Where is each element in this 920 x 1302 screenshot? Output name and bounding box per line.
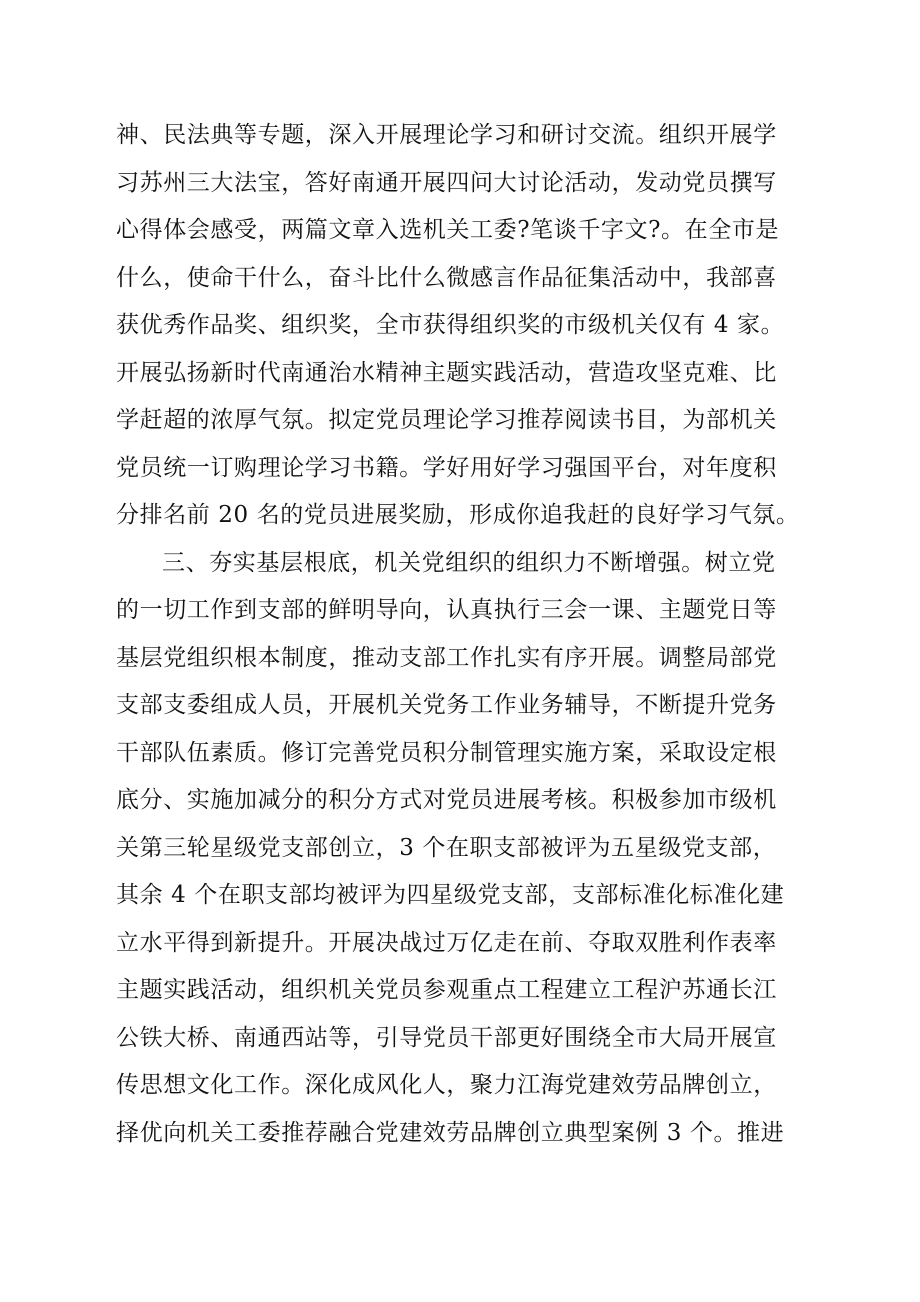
- text-line: 的一切工作到支部的鲜明导向，认真执行三会一课、主题党日等: [116, 597, 777, 623]
- text-line: 神、民法典等专题，深入开展理论学习和研讨交流。组织开展学: [116, 122, 777, 148]
- text-line: 支部支委组成人员，开展机关党务工作业务辅导，不断提升党务: [116, 692, 777, 718]
- text-line: 其余 4 个在职支部均被评为四星级党支部，支部标准化标准化建: [116, 882, 785, 908]
- body-text: [116, 112, 806, 1157]
- text-line: 心得体会感受，两篇文章入选机关工委?笔谈千字文?。在全市是: [116, 217, 780, 243]
- text-line: 开展弘扬新时代南通治水精神主题实践活动，营造攻坚克难、比: [116, 359, 777, 386]
- text-line: 干部队伍素质。修订完善党员积分制管理实施方案，采取设定根: [116, 739, 777, 766]
- text-line: 关第三轮星级党支部创立，3 个在职支部被评为五星级党支部，: [116, 834, 777, 861]
- text-line: 基层党组织根本制度，推动支部工作扎实有序开展。调整局部党: [116, 644, 777, 671]
- text-line: 公铁大桥、南通西站等，引导党员干部更好围绕全市大局开展宣: [116, 1024, 777, 1051]
- text-line: 获优秀作品奖、组织奖，全市获得组织奖的市级机关仅有 4 家。: [116, 312, 785, 338]
- text-line: 习苏州三大法宝，答好南通开展四问大讨论活动，发动党员撰写: [116, 169, 777, 196]
- text-line: 什么，使命干什么，奋斗比什么微感言作品征集活动中，我部喜: [116, 264, 777, 291]
- text-line: 学赶超的浓厚气氛。拟定党员理论学习推荐阅读书目，为部机关: [116, 407, 777, 433]
- text-line: 党员统一订购理论学习书籍。学好用好学习强国平台，对年度积: [116, 454, 777, 481]
- text-line: 立水平得到新提升。开展决战过万亿走在前、夺取双胜利作表率: [116, 929, 777, 956]
- text-line: 择优向机关工委推荐融合党建效劳品牌创立典型案例 3 个。推进: [116, 1119, 785, 1146]
- text-line: 底分、实施加减分的积分方式对党员进展考核。积极参加市级机: [116, 787, 777, 813]
- text-line: 分排名前 20 名的党员进展奖励，形成你追我赶的良好学习气氛。: [116, 502, 800, 528]
- text-line: 传思想文化工作。深化成风化人，聚力江海党建效劳品牌创立，: [116, 1072, 777, 1098]
- text-line: 主题实践活动，组织机关党员参观重点工程建立工程沪苏通长江: [116, 977, 777, 1003]
- section-heading-line: 三、夯实基层根底，机关党组织的组织力不断增强。树立党: [162, 549, 776, 576]
